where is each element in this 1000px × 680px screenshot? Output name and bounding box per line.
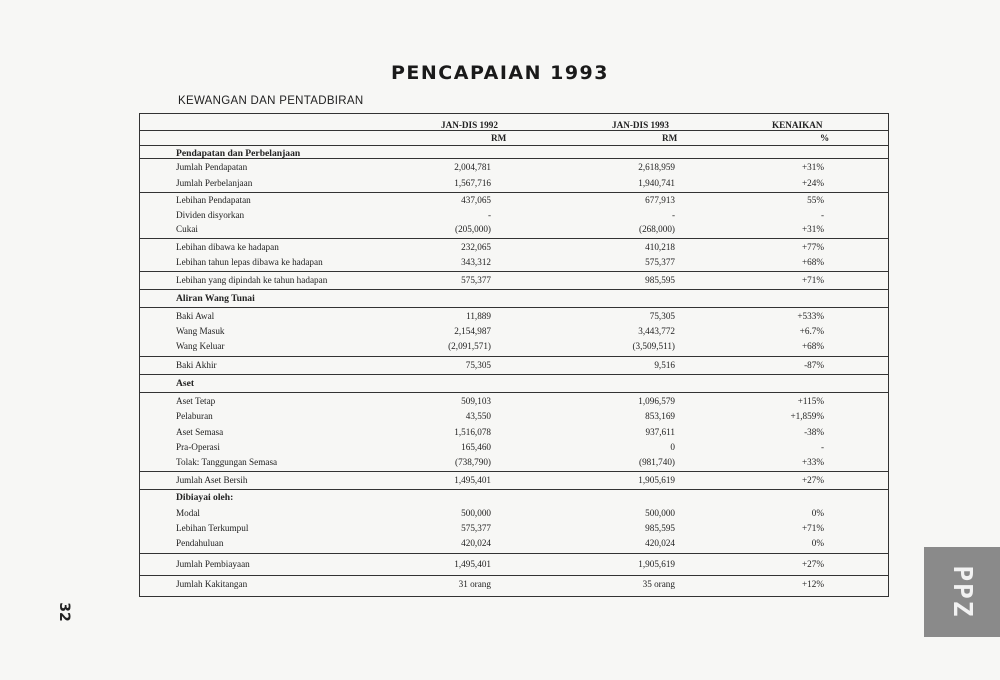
header-change: KENAIKAN — [772, 120, 823, 130]
row-label: Jumlah Kakitangan — [176, 579, 248, 589]
value-1992: 43,550 — [465, 411, 491, 421]
value-1993: 1,905,619 — [638, 559, 675, 569]
value-1993: (268,000) — [639, 224, 675, 234]
row-label: Lebihan yang dipindah ke tahun hadapan — [176, 275, 328, 285]
value-1992: 2,004,781 — [454, 162, 491, 172]
value-1992: (2,091,571) — [448, 341, 491, 351]
value-1992: 11,889 — [466, 311, 491, 321]
page-subtitle: KEWANGAN DAN PENTADBIRAN — [178, 95, 364, 107]
value-1993: 1,905,619 — [638, 475, 675, 485]
divider — [140, 158, 888, 159]
value-change: - — [820, 210, 824, 220]
divider — [140, 192, 888, 193]
row-label: Modal — [176, 508, 200, 518]
value-change: +6.7% — [799, 326, 824, 336]
page-number: 32 — [56, 602, 72, 622]
value-1993: 1,096,579 — [638, 396, 675, 406]
row-label: Pendahuluan — [176, 538, 224, 548]
row-label: Dividen disyorkan — [176, 210, 245, 220]
section-heading-cash-flow: Aliran Wang Tunai — [176, 293, 255, 304]
value-1993: 985,595 — [645, 523, 675, 533]
value-change: 0% — [811, 538, 824, 548]
row-label: Lebihan Terkumpul — [176, 523, 249, 533]
header-1992: JAN-DIS 1992 — [441, 120, 498, 130]
value-change: +115% — [797, 396, 824, 406]
divider — [140, 130, 888, 131]
divider — [140, 374, 888, 375]
divider — [140, 553, 888, 554]
value-1993: 1,940,741 — [638, 178, 675, 188]
divider — [140, 392, 888, 393]
header-1993: JAN-DIS 1993 — [612, 120, 669, 130]
value-1993: 3,443,772 — [638, 326, 675, 336]
value-1992: 2,154,987 — [454, 326, 491, 336]
value-change: -87% — [804, 360, 824, 370]
value-1993: 575,377 — [645, 257, 675, 267]
value-change: 0% — [811, 508, 824, 518]
divider — [140, 238, 888, 239]
divider — [140, 271, 888, 272]
value-1992: 232,065 — [461, 242, 491, 252]
value-change: +31% — [801, 162, 824, 172]
value-1992: 1,567,716 — [454, 178, 491, 188]
section-heading-income-expenditure: Pendapatan dan Perbelanjaan — [176, 148, 301, 159]
value-1992: (738,790) — [455, 457, 491, 467]
row-label: Pelaburan — [176, 411, 213, 421]
side-tab — [924, 547, 1000, 637]
value-1992: 1,495,401 — [454, 475, 491, 485]
value-1993: 985,595 — [645, 275, 675, 285]
row-label: Pra-Operasi — [176, 442, 220, 452]
value-1993: 9,516 — [654, 360, 675, 370]
row-label: Wang Masuk — [176, 326, 225, 336]
divider — [140, 471, 888, 472]
value-1993: 937,611 — [645, 427, 675, 437]
unit-1993: RM — [662, 133, 678, 143]
value-1992: 31 orang — [458, 579, 491, 589]
value-1993: (981,740) — [639, 457, 675, 467]
row-label: Lebihan Pendapatan — [176, 195, 251, 205]
row-label: Tolak: Tanggungan Semasa — [176, 457, 278, 467]
row-label: Jumlah Aset Bersih — [176, 475, 248, 485]
value-change: +33% — [801, 457, 824, 467]
value-1992: 75,305 — [465, 360, 491, 370]
divider — [140, 489, 888, 490]
row-label: Jumlah Pembiayaan — [176, 559, 250, 569]
value-change: +71% — [801, 523, 824, 533]
value-change: +533% — [797, 311, 824, 321]
value-1993: 0 — [670, 442, 675, 452]
value-1992: - — [487, 210, 491, 220]
value-change: +12% — [801, 579, 824, 589]
value-1992: 437,065 — [461, 195, 491, 205]
value-1993: 853,169 — [645, 411, 675, 421]
value-1992: 500,000 — [461, 508, 491, 518]
row-label: Wang Keluar — [176, 341, 225, 351]
value-1993: 75,305 — [649, 311, 675, 321]
divider — [140, 289, 888, 290]
row-label: Jumlah Pendapatan — [176, 162, 248, 172]
value-change: +24% — [801, 178, 824, 188]
value-change: +71% — [801, 275, 824, 285]
value-1992: 509,103 — [461, 396, 491, 406]
row-label: Cukai — [176, 224, 198, 234]
ppz-logo: PPZ — [947, 565, 977, 619]
value-1993: 35 orang — [642, 579, 675, 589]
value-1992: 1,495,401 — [454, 559, 491, 569]
section-heading-financed-by: Dibiayai oleh: — [176, 492, 234, 503]
value-change: +77% — [801, 242, 824, 252]
value-1992: 343,312 — [461, 257, 491, 267]
unit-1992: RM — [491, 133, 507, 143]
value-1992: 1,516,078 — [454, 427, 491, 437]
value-change: +1,859% — [790, 411, 824, 421]
unit-change: % — [820, 133, 830, 143]
value-1992: (205,000) — [455, 224, 491, 234]
value-change: +27% — [801, 559, 824, 569]
divider — [140, 145, 888, 146]
financial-table — [139, 113, 889, 597]
value-1992: 575,377 — [461, 275, 491, 285]
divider — [140, 356, 888, 357]
section-heading-assets: Aset — [176, 378, 195, 389]
value-change: +31% — [801, 224, 824, 234]
value-1992: 575,377 — [461, 523, 491, 533]
row-label: Baki Awal — [176, 311, 215, 321]
value-change: +27% — [801, 475, 824, 485]
row-label: Aset Semasa — [176, 427, 224, 437]
row-label: Baki Akhir — [176, 360, 217, 370]
row-label: Lebihan dibawa ke hadapan — [176, 242, 279, 252]
divider — [140, 307, 888, 308]
page-title: PENCAPAIAN 1993 — [390, 62, 609, 84]
value-1993: 420,024 — [645, 538, 675, 548]
value-change: -38% — [804, 427, 824, 437]
row-label: Jumlah Perbelanjaan — [176, 178, 253, 188]
value-1993: - — [671, 210, 675, 220]
divider — [140, 575, 888, 576]
value-change: +68% — [801, 341, 824, 351]
row-label: Aset Tetap — [176, 396, 216, 406]
value-1993: (3,509,511) — [632, 341, 675, 351]
value-change: 55% — [807, 195, 824, 205]
value-1993: 410,218 — [645, 242, 675, 252]
value-1992: 165,460 — [461, 442, 491, 452]
value-1993: 500,000 — [645, 508, 675, 518]
value-change: - — [820, 442, 824, 452]
row-label: Lebihan tahun lepas dibawa ke hadapan — [176, 257, 323, 267]
value-change: +68% — [801, 257, 824, 267]
value-1992: 420,024 — [461, 538, 491, 548]
value-1993: 677,913 — [645, 195, 675, 205]
value-1993: 2,618,959 — [638, 162, 675, 172]
